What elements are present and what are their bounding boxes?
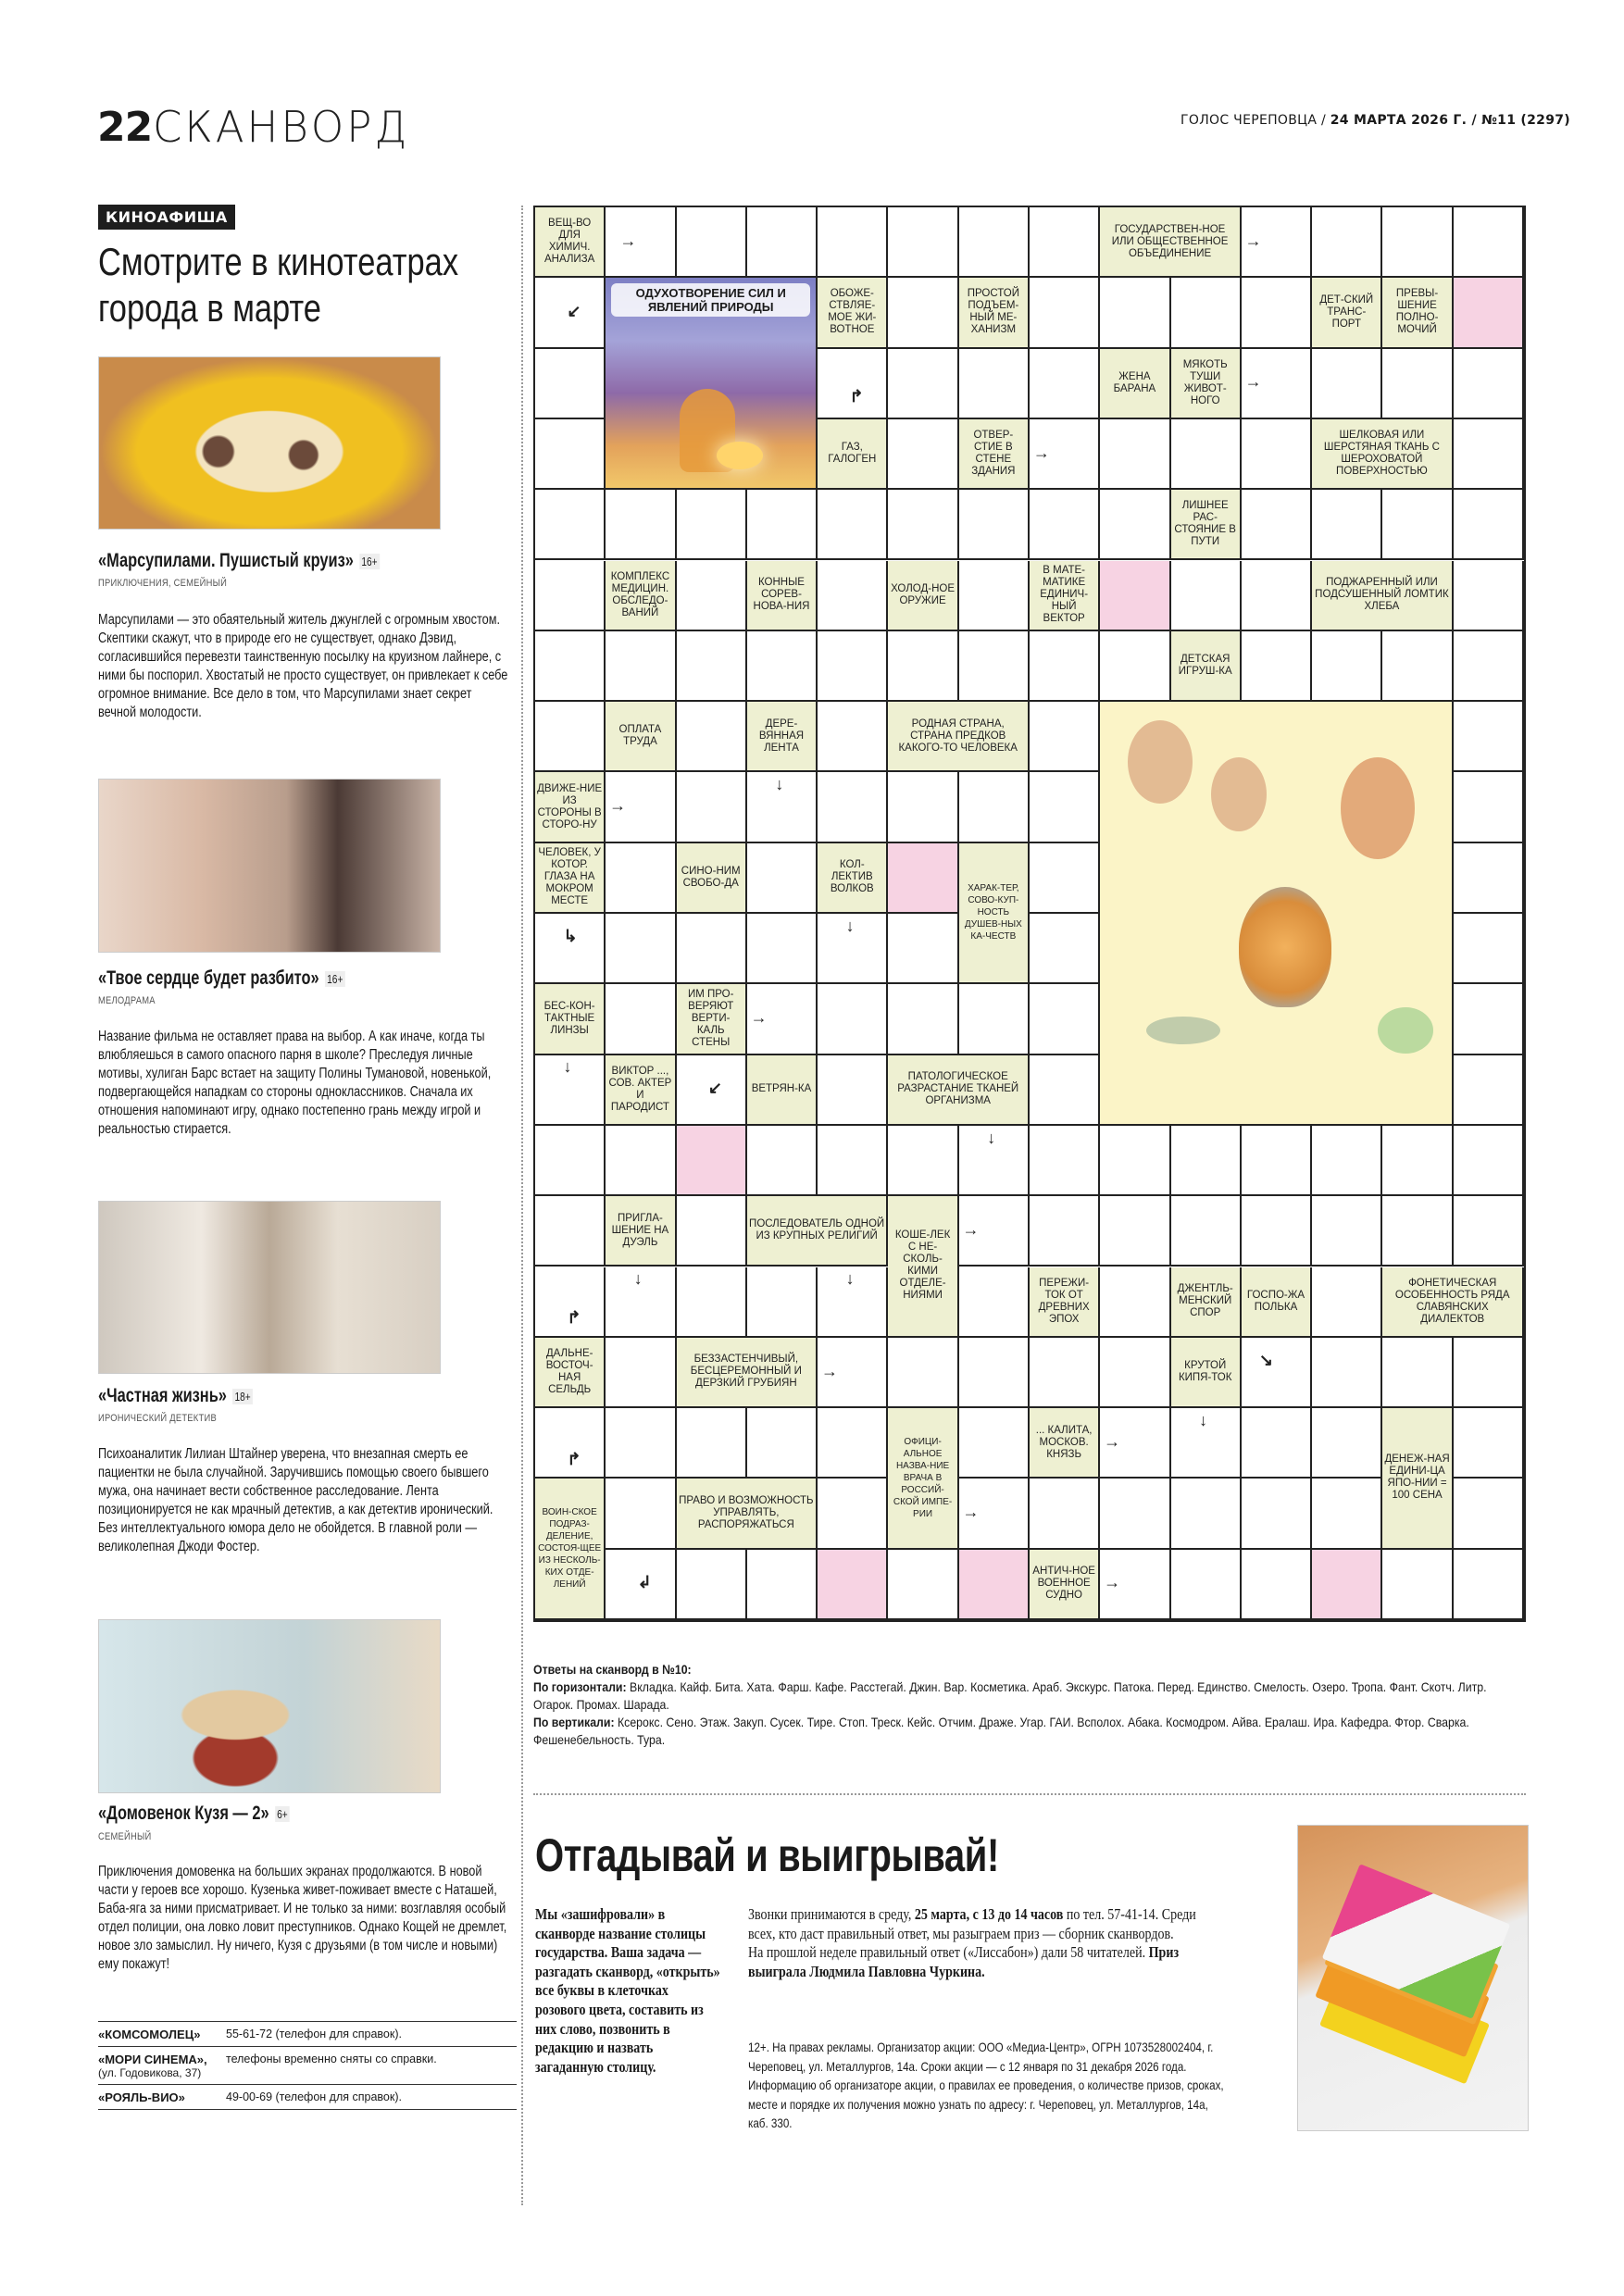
answer-cell[interactable] (747, 843, 818, 914)
arrow-icon: → (962, 1503, 980, 1522)
answer-cell[interactable] (1382, 1196, 1453, 1267)
answer-cell[interactable] (818, 349, 888, 419)
answer-cell[interactable] (1100, 1338, 1170, 1408)
arrow-icon: ↲ (637, 1573, 652, 1592)
clue-cell: ВОИН-СКОЕ ПОДРАЗ-ДЕЛЕНИЕ, СОСТОЯ-ЩЕЕ ИЗ НЕСКОЛЬ-КИХ ОТДЕ-ЛЕНИЙ (535, 1479, 606, 1620)
arrow-icon: ↓ (845, 916, 855, 935)
arrow-icon: ↓ (1199, 1410, 1208, 1429)
arrow-icon: ↱ (567, 1449, 581, 1468)
answer-cell[interactable] (1454, 490, 1524, 560)
answer-cell[interactable] (1100, 1479, 1170, 1549)
answer-cell[interactable] (747, 207, 818, 278)
clue-cell: ГАЗ, ГАЛОГЕН (818, 419, 888, 490)
animism-illustration (606, 278, 818, 490)
theaters-table (98, 2021, 517, 2110)
issue-date: 24 МАРТА 2026 Г. / №11 (2297) (1330, 113, 1570, 128)
answer-cell[interactable] (818, 702, 888, 772)
answers-horizontal: Вкладка. Кайф. Бита. Хата. Фарш. Кафе. Расстегай. Джин. Вар. Косметика. Араб. Экскурс. Патока. Перед. Единство. Смелость. Озеро. Тропа. Фант. Скотч. Литр. Огарок. Промах. Шарада. (533, 1679, 1487, 1712)
newspaper-name: ГОЛОС ЧЕРЕПОВЦА (1181, 113, 1318, 128)
movie-image-heart-broken (98, 779, 441, 953)
answer-cell[interactable] (818, 1479, 888, 1549)
arrow-icon: → (750, 1008, 768, 1027)
answer-cell[interactable] (1454, 914, 1524, 984)
arrow-icon: ↙ (707, 1079, 722, 1098)
movie-image-kuzya (98, 1619, 441, 1793)
answer-cell[interactable] (677, 490, 747, 560)
arrow-icon: ↳ (563, 927, 578, 946)
answer-cell[interactable] (1454, 772, 1524, 842)
answer-cell[interactable] (677, 561, 747, 631)
answer-cell[interactable] (1312, 1338, 1382, 1408)
answer-cell[interactable] (1454, 1126, 1524, 1196)
answer-cell[interactable] (535, 1267, 606, 1338)
theater-row (98, 2021, 517, 2046)
clue-cell: ПЕРЕЖИ-ТОК ОТ ДРЕВНИХ ЭПОХ (1030, 1267, 1100, 1338)
clue-cell: ПРЕВЫ-ШЕНИЕ ПОЛНО-МОЧИЙ (1382, 278, 1453, 348)
answer-cell[interactable] (959, 207, 1030, 278)
answer-cell[interactable] (1312, 1267, 1382, 1338)
arrow-icon: → (1244, 372, 1262, 392)
animals-spinning-top-illustration (1100, 702, 1453, 1126)
contest-intro: Мы «зашифровали» в сканворде название столицы государства. Ваша задача — разгадать сканворд, «открыть» все буквы в клеточках розового цвета, составить из них слово, позвонить в редакцию и назвать загаданную столицу. (535, 1905, 720, 2076)
answer-cell[interactable] (888, 1338, 958, 1408)
answer-cell[interactable] (1382, 207, 1453, 278)
clue-cell: ГОСУДАРСТВЕН-НОЕ ИЛИ ОБЩЕСТВЕННОЕ ОБЪЕДИНЕНИЕ (1100, 207, 1242, 278)
answer-cell[interactable] (535, 1126, 606, 1196)
answer-cell[interactable] (677, 772, 747, 842)
frog-shape (1378, 1007, 1433, 1054)
movie-title: «Частная жизнь» 18+ (98, 1385, 253, 1407)
answer-cell[interactable] (606, 1479, 676, 1549)
answer-cell[interactable] (535, 702, 606, 772)
answer-cell[interactable] (1312, 1408, 1382, 1479)
answer-cell[interactable] (888, 278, 958, 348)
answer-cell[interactable] (677, 914, 747, 984)
answer-cell[interactable] (1454, 349, 1524, 419)
last-week-result: На прошлой неделе правильный ответ («Лиссабон») дали 58 читателей. (748, 1943, 1149, 1962)
answer-cell[interactable] (959, 631, 1030, 702)
arrow-icon: → (1104, 1573, 1121, 1592)
answer-cell[interactable] (1454, 702, 1524, 772)
scanword-grid (533, 206, 1526, 1622)
clue-cell: БЕЗЗАСТЕНЧИВЫЙ, БЕСЦЕРЕМОННЫЙ И ДЕРЗКИЙ ГРУБИЯН (677, 1338, 818, 1408)
masthead: ГОЛОС ЧЕРЕПОВЦА / 24 МАРТА 2026 Г. / №11 (2297) (1181, 113, 1570, 128)
theater-row (98, 2046, 517, 2084)
arrow-icon: ↘ (1258, 1351, 1274, 1370)
answer-cell[interactable] (1100, 1196, 1170, 1267)
movie-title: «Марсупилами. Пушистый круиз» 16+ (98, 550, 380, 572)
page-number: 22 (97, 104, 153, 151)
answer-cell[interactable] (747, 914, 818, 984)
clue-cell: КОМПЛЕКС МЕДИЦИН. ОБСЛЕДО-ВАНИЙ (606, 561, 676, 631)
answers-horizontal-label: По горизонтали: (533, 1679, 627, 1694)
movie-description: Название фильма не оставляет права на выбор. А как иначе, когда ты влюбляешься в самого опасного парня в школе? Преследуя личные мотивы, хулиган Барс встает на защиту Полины Тумановой, новенькой, подвергающейся нападкам со стороны одноклассников. Сначала их отношения напоминают игру, однако постепенно грань между игрой и реальностью стирается. (98, 1029, 492, 1137)
clue-cell: ФОНЕТИЧЕСКАЯ ОСОБЕННОСТЬ РЯДА СЛАВЯНСКИХ ДИАЛЕКТОВ (1382, 1267, 1524, 1338)
section-divider (533, 1793, 1526, 1795)
answer-cell[interactable] (1242, 631, 1312, 702)
call-time: 25 марта, с 13 до 14 часов (914, 1905, 1064, 1923)
answer-cell[interactable] (606, 984, 676, 1054)
clue-cell: ХОЛОД-НОЕ ОРУЖИЕ (888, 561, 958, 631)
theater-row (98, 2084, 517, 2110)
answer-cell[interactable] (1242, 1550, 1312, 1620)
clue-cell: ЧЕЛОВЕК, У КОТОР. ГЛАЗА НА МОКРОМ МЕСТЕ (535, 843, 606, 914)
theater-phone: 55-61-72 (телефон для справок). (226, 2028, 402, 2040)
answers-title: Ответы на сканворд в №10: (533, 1662, 692, 1677)
movie-genre: МЕЛОДРАМА (98, 995, 156, 1006)
answer-cell[interactable] (888, 1126, 958, 1196)
answer-cell[interactable] (1454, 1196, 1524, 1267)
spinning-top-shape (1239, 887, 1331, 1007)
arrow-icon: → (1104, 1431, 1121, 1451)
answer-cell[interactable] (1100, 419, 1170, 490)
clue-cell: БЕС-КОН-ТАКТНЫЕ ЛИНЗЫ (535, 984, 606, 1054)
answer-cell[interactable] (818, 490, 888, 560)
theater-address: (ул. Годовикова, 37) (98, 2066, 202, 2079)
movie-title: «Домовенок Кузя — 2» 6+ (98, 1803, 290, 1825)
clue-cell: ОПЛАТА ТРУДА (606, 702, 676, 772)
answer-cell[interactable] (1454, 631, 1524, 702)
answer-cell[interactable] (1242, 1408, 1312, 1479)
clue-cell: ДАЛЬНЕ-ВОСТОЧ-НАЯ СЕЛЬДЬ (535, 1338, 606, 1408)
clue-cell: В МАТЕ-МАТИКЕ ЕДИНИЧ-НЫЙ ВЕКТОР (1030, 561, 1100, 631)
answer-cell[interactable] (1312, 349, 1382, 419)
answer-cell[interactable] (1171, 419, 1242, 490)
answer-cell[interactable] (1030, 1126, 1100, 1196)
arrow-icon: → (619, 231, 637, 250)
answer-cell[interactable] (888, 349, 958, 419)
answer-cell[interactable] (1030, 1196, 1100, 1267)
answer-cell[interactable] (606, 914, 676, 984)
clue-cell: ВИКТОР ..., СОВ. АКТЕР И ПАРОДИСТ (606, 1055, 676, 1126)
answer-cell[interactable] (606, 1126, 676, 1196)
clue-cell: ПРОСТОЙ ПОДЪЕМ-НЫЙ МЕ-ХАНИЗМ (959, 278, 1030, 348)
clue-cell: ДЕТСКАЯ ИГРУШ-КА (1171, 631, 1242, 702)
answer-cell[interactable] (1171, 1479, 1242, 1549)
answer-cell[interactable] (1454, 1408, 1524, 1479)
theater-name: «КОМСОМОЛЕЦ» (98, 2028, 201, 2041)
answer-cell[interactable] (1030, 278, 1100, 348)
movie-image-private-life (98, 1201, 441, 1374)
illustration-clue: ОДУХОТВОРЕНИЕ СИЛ И ЯВЛЕНИЙ ПРИРОДЫ (611, 283, 810, 317)
clue-cell: ЖЕНА БАРАНА (1100, 349, 1170, 419)
answer-cell[interactable] (1242, 419, 1312, 490)
movie-description: Марсупилами — это обаятельный житель джунглей с огромным хвостом. Скептики скажут, что в природе его не существует, однако Дэвид, согласившийся перевезти таинственную посылку на круизном лайнере, с ними бы поспорил. Хвостатый не просто существует, он привлекает к себе огромное внимание. Все дело в том, что Марсупилами знает секрет вечной молодости. (98, 612, 508, 720)
answer-cell[interactable] (1454, 561, 1524, 631)
answer-cell[interactable] (1171, 1550, 1242, 1620)
answer-cell[interactable] (1382, 1338, 1453, 1408)
answer-cell[interactable] (888, 490, 958, 560)
answer-cell[interactable] (1242, 1479, 1312, 1549)
theater-phone: 49-00-69 (телефон для справок). (226, 2090, 402, 2103)
answer-cell[interactable] (1312, 490, 1382, 560)
answer-cell[interactable] (1100, 1267, 1170, 1338)
answer-cell[interactable] (747, 631, 818, 702)
answer-cell[interactable] (888, 984, 958, 1054)
clue-cell: ОБОЖЕ-СТВЛЯЕ-МОЕ ЖИ-ВОТНОЕ (818, 278, 888, 348)
movie-description: Приключения домовенка на больших экранах продолжаются. В новой части у героев все хорошо. Кузенька живет-поживает вместе с Наташей, Баба-яга за ними присматривает. И не только за ними: возглавляя особый отдел полиции, она ловко ловит преступников. Однако Кощей не дремлет, новое зло замыслил. Ну ничего, Кузя с друзьями (в том числе и новыми) ему покажут! (98, 1864, 507, 1972)
answer-cell-highlighted[interactable] (677, 1126, 747, 1196)
arrow-icon: → (1032, 443, 1050, 462)
clue-cell: КОННЫЕ СОРЕВ-НОВА-НИЯ (747, 561, 818, 631)
clue-cell: ОТВЕР-СТИЕ В СТЕНЕ ЗДАНИЯ (959, 419, 1030, 490)
answer-cell[interactable] (1100, 1126, 1170, 1196)
answer-cell[interactable] (1382, 1126, 1453, 1196)
answer-cell[interactable] (535, 490, 606, 560)
answer-cell[interactable] (818, 984, 888, 1054)
prize-magazines-photo (1297, 1825, 1529, 2131)
answer-cell[interactable] (1382, 1550, 1453, 1620)
theater-name: «МОРИ СИНЕМА», (ул. Годовикова, 37) (98, 2053, 226, 2079)
answer-cell[interactable] (1242, 490, 1312, 560)
legal-notice: 12+. На правах рекламы. Организатор акции: ООО «Медиа-Центр», ОГРН 1073528002404, г. Череповец, ул. Металлургов, 14а. Сроки акции — с 12 января по 31 декабря 2026 года. Информацию об организаторе акции, о правилах ее проведения, о количестве призов, сроках, месте и порядке их получения можно узнать по адресу: г. Череповец, ул. Металлургов, 14а, каб. 330. (748, 2040, 1224, 2131)
answers-vertical: Ксерокс. Сено. Этаж. Закуп. Сусек. Тире. Стоп. Треск. Кейс. Отчим. Драже. Угар. ГАИ. Всполох. Абака. Космодром. Айва. Ералаш. Ира. Кафедра. Фтор. Сварка. Фешенебельность. Тура. (533, 1715, 1469, 1747)
arrow-icon: ↓ (845, 1269, 855, 1289)
answer-cell[interactable] (1030, 984, 1100, 1054)
answer-cell[interactable] (535, 419, 606, 490)
answer-cell[interactable] (747, 1408, 818, 1479)
answer-cell[interactable] (959, 1267, 1030, 1338)
clue-cell: РОДНАЯ СТРАНА, СТРАНА ПРЕДКОВ КАКОГО-ТО ЧЕЛОВЕКА (888, 702, 1030, 772)
answer-cell[interactable] (606, 1408, 676, 1479)
answer-cell[interactable] (1030, 490, 1100, 560)
age-rating-badge: 6+ (275, 1806, 290, 1822)
answer-cell[interactable] (1312, 1479, 1382, 1549)
age-rating-badge: 16+ (359, 554, 380, 569)
answer-cell[interactable] (1454, 419, 1524, 490)
clue-cell: ИМ ПРО-ВЕРЯЮТ ВЕРТИ-КАЛЬ СТЕНЫ (677, 984, 747, 1054)
clue-cell: ПРИГЛА-ШЕНИЕ НА ДУЭЛЬ (606, 1196, 676, 1267)
answers-vertical-label: По вертикали: (533, 1715, 615, 1729)
answer-cell-highlighted[interactable] (888, 843, 958, 914)
answer-cell[interactable] (1030, 349, 1100, 419)
answer-cell[interactable] (1454, 1338, 1524, 1408)
answer-cell[interactable] (1030, 702, 1100, 772)
answer-cell[interactable] (747, 1550, 818, 1620)
answer-cell[interactable] (888, 772, 958, 842)
answer-cell[interactable] (1030, 914, 1100, 984)
answer-cell[interactable] (606, 843, 676, 914)
answer-cell[interactable] (818, 772, 888, 842)
answer-cell[interactable] (1030, 1055, 1100, 1126)
answer-cell[interactable] (959, 1338, 1030, 1408)
arrow-icon: ↓ (775, 775, 784, 794)
clue-cell: ДЖЕНТЛЬ-МЕНСКИЙ СПОР (1171, 1267, 1242, 1338)
answer-cell[interactable] (888, 631, 958, 702)
answer-cell[interactable] (1030, 207, 1100, 278)
answer-cell[interactable] (818, 631, 888, 702)
answer-cell[interactable] (1100, 490, 1170, 560)
answer-cell[interactable] (1454, 1479, 1524, 1549)
answer-cell[interactable] (747, 1267, 818, 1338)
contest-title: Отгадывай и выигрывай! (535, 1829, 999, 1881)
answer-cell[interactable] (1030, 1338, 1100, 1408)
answer-cell[interactable] (1242, 1196, 1312, 1267)
answer-cell[interactable] (1030, 1479, 1100, 1549)
squirrel-shape (1341, 757, 1415, 859)
answer-cell[interactable] (535, 1196, 606, 1267)
clue-cell: ДЕРЕ-ВЯННАЯ ЛЕНТА (747, 702, 818, 772)
answer-cell[interactable] (959, 349, 1030, 419)
arrow-icon: ↓ (633, 1269, 643, 1289)
answer-cell[interactable] (677, 207, 747, 278)
movie-genre: ИРОНИЧЕСКИЙ ДЕТЕКТИВ (98, 1413, 217, 1424)
clue-cell: ПРАВО И ВОЗМОЖНОСТЬ УПРАВЛЯТЬ, РАСПОРЯЖАТЬСЯ (677, 1479, 818, 1549)
answer-cell[interactable] (535, 914, 606, 984)
answer-cell[interactable] (959, 772, 1030, 842)
rubric-label: КИНОАФИША (98, 205, 235, 230)
clue-cell: ПОДЖАРЕННЫЙ ИЛИ ПОДСУШЕННЫЙ ЛОМТИК ХЛЕБА (1312, 561, 1454, 631)
answer-cell-highlighted[interactable] (1454, 278, 1524, 348)
arrow-icon: ↙ (567, 302, 581, 320)
clue-cell: АНТИЧ-НОЕ ВОЕННОЕ СУДНО (1030, 1550, 1100, 1620)
answer-cell[interactable] (1312, 631, 1382, 702)
previous-answers (533, 1661, 1526, 1749)
answer-cell[interactable] (1382, 631, 1453, 702)
movie-genre: СЕМЕЙНЫЙ (98, 1831, 152, 1842)
answer-cell[interactable] (677, 631, 747, 702)
answer-cell[interactable] (677, 1196, 747, 1267)
answer-cell[interactable] (535, 561, 606, 631)
answer-cell[interactable] (1454, 207, 1524, 278)
cinema-headline: Смотрите в кинотеатрах города в марте (98, 240, 459, 330)
movie-description: Психоаналитик Лилиан Штайнер уверена, что внезапная смерть ее пациентки не была случайной. Заручившись помощью своего бывшего мужа, она начинает вести собственное расследование. Лента позиционируется не как мрачный детектив, а как детектив иронический. Без интеллектуального юмора дело не обойдется. В главной роли — великолепная Джоди Фостер. (98, 1446, 493, 1554)
answer-cell[interactable] (818, 561, 888, 631)
answer-cell[interactable] (1454, 984, 1524, 1054)
winner-name: Приз выиграла Людмила Павловна Чуркина. (748, 1943, 1180, 1980)
answer-cell[interactable] (1382, 349, 1453, 419)
answer-cell-highlighted[interactable] (1100, 561, 1170, 631)
clue-cell: ДЕТ-СКИЙ ТРАНС-ПОРТ (1312, 278, 1382, 348)
answer-cell-highlighted[interactable] (959, 1550, 1030, 1620)
answer-cell[interactable] (1312, 207, 1382, 278)
answer-cell[interactable] (606, 631, 676, 702)
movie-image-marsupilami (98, 356, 441, 530)
answer-cell[interactable] (888, 207, 958, 278)
answer-cell[interactable] (606, 207, 676, 278)
answer-cell[interactable] (1030, 631, 1100, 702)
age-rating-badge: 16+ (325, 971, 345, 987)
answer-cell[interactable] (959, 1408, 1030, 1479)
answer-cell[interactable] (606, 1338, 676, 1408)
clue-cell: ШЕЛКОВАЯ ИЛИ ШЕРСТЯНАЯ ТКАНЬ С ШЕРОХОВАТОЙ ПОВЕРХНОСТЬЮ (1312, 419, 1454, 490)
rabbit-shape (1211, 757, 1267, 831)
answer-cell[interactable] (818, 207, 888, 278)
arrow-icon: → (820, 1361, 838, 1380)
clue-cell: МЯКОТЬ ТУШИ ЖИВОТ-НОГО (1171, 349, 1242, 419)
movie-genre: ПРИКЛЮЧЕНИЯ, СЕМЕЙНЫЙ (98, 578, 228, 589)
answer-cell[interactable] (606, 490, 676, 560)
arrow-icon: → (962, 1219, 980, 1239)
campfire-shape (717, 442, 763, 469)
answer-cell[interactable] (1242, 561, 1312, 631)
column-divider (521, 206, 523, 2205)
answer-cell[interactable] (1242, 1338, 1312, 1408)
answer-cell[interactable] (1242, 278, 1312, 348)
section-title: СКАНВОРД (153, 102, 410, 152)
clue-cell: ПОСЛЕДОВАТЕЛЬ ОДНОЙ ИЗ КРУПНЫХ РЕЛИГИЙ (747, 1196, 889, 1267)
answer-cell[interactable] (1312, 1126, 1382, 1196)
arrow-icon: → (1244, 231, 1262, 250)
answer-cell[interactable] (1100, 631, 1170, 702)
theater-phone: телефоны временно сняты со справки. (226, 2053, 437, 2065)
clue-cell: КОЛ-ЛЕКТИВ ВОЛКОВ (818, 843, 888, 914)
answer-cell[interactable] (1171, 561, 1242, 631)
answer-cell[interactable] (535, 631, 606, 702)
answer-cell[interactable] (1171, 278, 1242, 348)
answer-cell[interactable] (888, 419, 958, 490)
answer-cell[interactable] (1454, 1550, 1524, 1620)
clue-cell: ЛИШНЕЕ РАС-СТОЯНИЕ В ПУТИ (1171, 490, 1242, 560)
answer-cell[interactable] (888, 1550, 958, 1620)
rabbit-shape (1128, 720, 1193, 804)
answer-cell[interactable] (747, 1126, 818, 1196)
clue-cell: ПАТОЛОГИЧЕСКОЕ РАЗРАСТАНИЕ ТКАНЕЙ ОРГАНИЗМА (888, 1055, 1030, 1126)
clue-cell: КОШЕ-ЛЕК С НЕ-СКОЛЬ-КИМИ ОТДЕЛЕ-НИЯМИ (888, 1196, 958, 1338)
answer-cell[interactable] (818, 1408, 888, 1479)
answer-cell[interactable] (1030, 843, 1100, 914)
clue-cell: КРУТОЙ КИПЯ-ТОК (1171, 1338, 1242, 1408)
age-rating-badge: 18+ (232, 1389, 253, 1404)
answer-cell[interactable] (677, 1550, 747, 1620)
answer-cell[interactable] (1382, 490, 1453, 560)
answer-cell[interactable] (818, 1055, 888, 1126)
theater-name: «РОЯЛЬ-ВИО» (98, 2090, 185, 2104)
answer-cell[interactable] (677, 1267, 747, 1338)
arrow-icon: ↱ (849, 386, 864, 406)
answer-cell[interactable] (1100, 278, 1170, 348)
answer-cell[interactable] (677, 1408, 747, 1479)
answer-cell[interactable] (959, 490, 1030, 560)
answer-cell[interactable] (1171, 1196, 1242, 1267)
answer-cell[interactable] (1454, 1055, 1524, 1126)
clue-cell: ОФИЦИ-АЛЬНОЕ НАЗВА-НИЕ ВРАЧА В РОССИЙ-СКОЙ ИМПЕ-РИИ (888, 1408, 958, 1550)
answer-cell[interactable] (959, 984, 1030, 1054)
answer-cell[interactable] (1454, 843, 1524, 914)
clue-cell: СИНО-НИМ СВОБО-ДА (677, 843, 747, 914)
arrow-icon: ↓ (563, 1057, 572, 1077)
lizard-shape (1146, 1017, 1220, 1044)
answer-cell[interactable] (535, 349, 606, 419)
answer-cell-highlighted[interactable] (818, 1550, 888, 1620)
answer-cell[interactable] (888, 914, 958, 984)
clue-cell: ДВИЖЕ-НИЕ ИЗ СТОРОНЫ В СТОРО-НУ (535, 772, 606, 842)
arrow-icon: ↓ (987, 1128, 996, 1147)
answer-cell[interactable] (1030, 772, 1100, 842)
arrow-icon: ↱ (567, 1308, 581, 1328)
answer-cell[interactable] (1171, 1126, 1242, 1196)
answer-cell[interactable] (818, 1126, 888, 1196)
answer-cell[interactable] (535, 1408, 606, 1479)
clue-cell: ДЕНЕЖ-НАЯ ЕДИНИ-ЦА ЯПО-НИИ = 100 СЕНА (1382, 1408, 1453, 1550)
answer-cell[interactable] (1242, 1126, 1312, 1196)
clue-cell: ГОСПО-ЖА ПОЛЬКА (1242, 1267, 1312, 1338)
clue-cell: ХАРАК-ТЕР, СОВО-КУП-НОСТЬ ДУШЕВ-НЫХ КА-ЧЕСТВ (959, 843, 1030, 985)
answer-cell[interactable] (747, 490, 818, 560)
answer-cell[interactable] (1312, 1196, 1382, 1267)
answer-cell[interactable] (959, 561, 1030, 631)
arrow-icon: → (609, 796, 627, 816)
clue-cell: ВЕТРЯН-КА (747, 1055, 818, 1126)
clue-cell: ... КАЛИТА, МОСКОВ. КНЯЗЬ (1030, 1408, 1100, 1479)
answer-cell[interactable] (677, 702, 747, 772)
clue-cell: ВЕЩ-ВО ДЛЯ ХИМИЧ. АНАЛИЗА (535, 207, 606, 278)
contest-details: Звонки принимаются в среду, 25 марта, с 13 до 14 часов по тел. 57-41-14. Среди всех, кто даст правильный ответ, мы разыграем приз — сборник сканвордов. На прошлой неделе правильный ответ («Лиссабон») дали 58 читателей. Приз выиграла Людмила Павловна Чуркина. (748, 1905, 1196, 1980)
movie-title: «Твое сердце будет разбито» 16+ (98, 967, 345, 990)
answer-cell-highlighted[interactable] (1312, 1550, 1382, 1620)
